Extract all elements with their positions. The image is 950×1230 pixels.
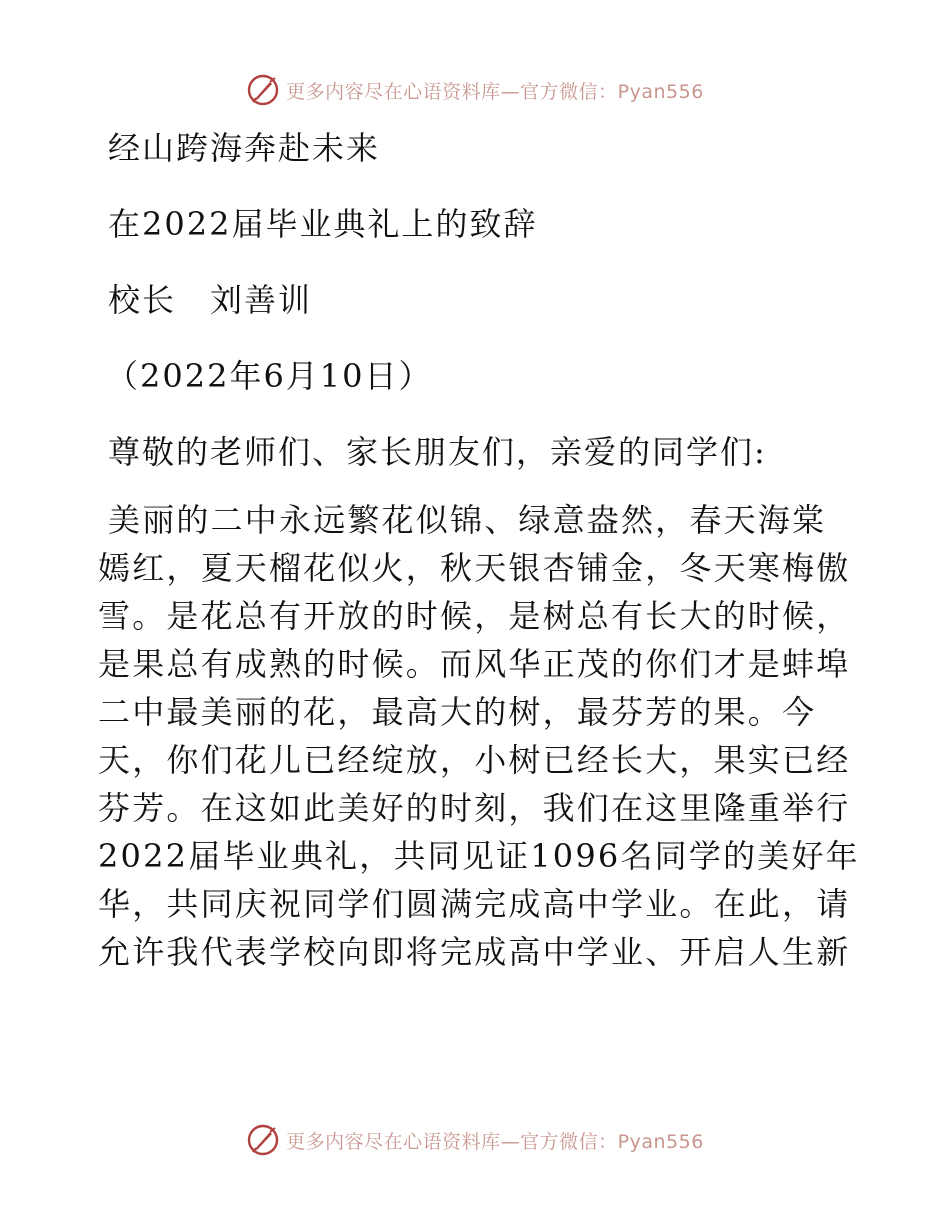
body-line: 雪。是花总有开放的时候，是树总有长大的时候，	[98, 597, 851, 635]
body-line: 天，你们花儿已经绽放，小树已经长大，果实已经	[98, 741, 851, 779]
greeting: 尊敬的老师们、家长朋友们，亲爱的同学们:	[108, 433, 767, 471]
body-line: 2022届毕业典礼，共同见证1096名同学的美好年	[98, 837, 860, 875]
document-title: 经山跨海奔赴未来	[108, 129, 381, 167]
body-line: 美丽的二中永远繁花似锦、绿意盎然，春天海棠	[108, 501, 827, 539]
body-line: 芬芳。在这如此美好的时刻，我们在这里隆重举行	[98, 789, 851, 827]
document-subtitle: 在2022届毕业典礼上的致辞	[108, 205, 538, 243]
body-line: 二中最美丽的花，最高大的树，最芬芳的果。今	[98, 693, 817, 731]
author-line: 校长 刘善训	[108, 281, 313, 319]
footer-watermark	[0, 1122, 950, 1158]
body-line: 嫣红，夏天榴花似火，秋天银杏铺金，冬天寒梅傲	[98, 549, 851, 587]
quill-pen-circle-icon	[246, 1123, 280, 1157]
header-watermark	[0, 72, 950, 108]
document-date: （2022年6月10日）	[106, 357, 433, 395]
body-line: 华，共同庆祝同学们圆满完成高中学业。在此，请	[98, 885, 851, 923]
body-line: 允许我代表学校向即将完成高中学业、开启人生新	[98, 933, 851, 971]
quill-pen-circle-icon	[246, 73, 280, 107]
body-line: 是果总有成熟的时候。而风华正茂的你们才是蚌埠	[98, 645, 851, 683]
document-content	[98, 122, 860, 976]
watermark-text: 更多内容尽在心语资料库—官方微信：Pyan556	[286, 80, 704, 103]
watermark-text: 更多内容尽在心语资料库—官方微信：Pyan556	[286, 1130, 704, 1153]
